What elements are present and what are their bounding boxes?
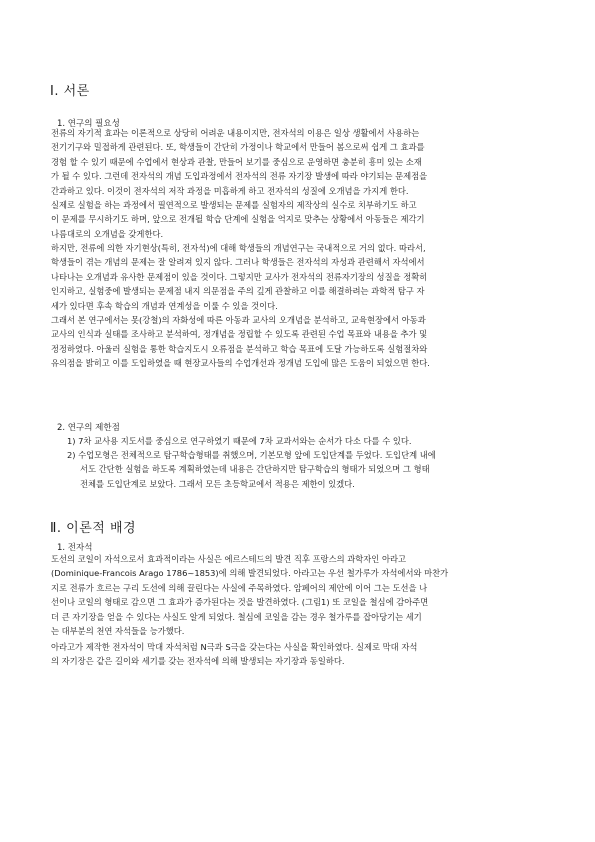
list-item: 1) 7차 교사용 지도서를 중심으로 연구하였기 때문에 7차 교과서와는 순서가 다소 다를 수 있다. [67, 436, 412, 446]
text-line: 도선의 코일이 자석으로서 효과적이라는 사실은 에르스테드의 발견 직후 프랑스의 과학자인 아라고 [51, 554, 406, 564]
subsection-heading-limitations: 2. 연구의 제한점 [57, 423, 120, 433]
text-line: 이 문제를 무시하기도 하며, 앞으로 전개될 학습 단계에 실험을 억지로 맞추는 상황에서 아동들은 제각기 [51, 214, 425, 225]
text-line: 지로 전류가 흐르는 구리 도선에 의해 끌린다는 사실에 주목하였다. 암페어의 제안에 이어 그는 도선을 나 [51, 582, 428, 593]
text-line: 는 대부분의 천연 자석들을 능가했다. [51, 626, 185, 637]
text-line: 선이나 코일의 형태로 감으면 그 효과가 증가된다는 것을 발견하였다. (그림1) 또 코일을 철심에 감아주면 [51, 597, 429, 608]
text-line: 유의점을 밝히고 이를 도입하였을 때 현장교사들의 수업개선과 정개념 도입에 많은 도움이 되었으면 한다. [51, 358, 430, 369]
paragraph-necessity-3 [51, 241, 548, 313]
section-title-theory: Ⅱ. 이론적 배경 [50, 521, 137, 536]
text-line: 나름대로의 오개념을 갖게한다. [51, 228, 164, 239]
limitation-item-1 [67, 434, 412, 448]
text-line: 세가 있다면 후속 학습의 개념과 연계성을 이룰 수 있을 것이다. [51, 300, 278, 311]
text-line: 경험 할 수 있기 때문에 수업에서 현상과 관찰, 만들어 보기를 중심으로 운영하면 충분히 흥미 있는 소재 [51, 156, 422, 167]
section-title-introduction: Ⅰ. 서론 [50, 84, 90, 99]
paragraph-necessity-1 [51, 126, 548, 198]
text-line: (Dominique-Francois Arago 1786~1853)에 의해 발견되었다. 아라고는 우선 철가루가 자석에서와 마찬가 [51, 568, 449, 579]
paragraph-necessity-2 [51, 198, 548, 241]
list-item-continuation: 서도 간단한 실험을 하도록 계획하였는데 내용은 간단하지만 탐구학습의 형태가 되었으며 그 형태 [80, 464, 430, 475]
text-line: 그래서 본 연구에서는 못(강철)의 자화성에 따른 아동과 교사의 오개념을 분석하고, 교육현장에서 아동과 [51, 315, 426, 325]
text-line: 의 자기장은 같은 길이와 세기를 갖는 전자석에 의해 발생되는 자기장과 동일하다. [51, 656, 345, 667]
text-line: 정정하였다. 아울러 실험을 통한 학습지도시 오류점을 분석하고 학습 목표에 도달 가능하도록 실험절차와 [51, 343, 428, 354]
limitation-item-2 [67, 448, 436, 491]
text-line: 하지만, 전류에 의한 자기현상(특히, 전자석)에 대해 학생들의 개념연구는 국내적으로 거의 없다. 따라서, [51, 243, 426, 253]
list-item: 2) 수업모형은 전체적으로 탐구학습형태를 취했으며, 기본모형 앞에 도입단계를 두었다. 도입단계 내에 [67, 450, 436, 460]
text-line: 더 큰 자기장을 얻을 수 있다는 사실도 알게 되었다. 철심에 코일을 감는 경우 철가루를 잡아당기는 세기 [51, 611, 422, 622]
subsection-heading-electromagnet: 1. 전자석 [57, 543, 93, 553]
text-line: 가 될 수 있다. 그런데 전자석의 개념 도입과정에서 전자석의 전류 자기장 발생에 따라 야기되는 문제점을 [51, 171, 428, 182]
text-line: 나타나는 오개념과 유사한 문제점이 있을 것이다. 그렇지만 교사가 전자석의 전류자기장의 성질을 정확히 [51, 271, 428, 282]
paragraph-electromagnet-2 [51, 640, 548, 669]
text-line: 실제로 실험을 하는 과정에서 필연적으로 발생되는 문제를 실험자의 제작상의 실수로 치부하기도 하고 [51, 200, 417, 210]
list-item-continuation: 전체를 도입단계로 보았다. 그래서 모든 초등학교에서 적용은 제한이 있겠다. [80, 478, 355, 489]
paragraph-electromagnet-1 [51, 552, 548, 638]
text-line: 교사의 인식과 실태를 조사하고 분석하여, 정개념을 정립할 수 있도록 관련된 수업 목표와 내용을 추가 및 [51, 329, 428, 340]
text-line: 인지하고, 실험중에 발생되는 문제점 내지 의문점을 주의 깊게 관찰하고 이를 해결하려는 과학적 탐구 자 [51, 286, 425, 297]
paragraph-necessity-4 [51, 313, 548, 371]
text-line: 전류의 자기적 효과는 이론적으로 상당히 어려운 내용이지만, 전자석의 이용은 일상 생활에서 사용하는 [51, 128, 420, 138]
text-line: 학생들이 겪는 개념의 문제는 잘 알려져 있지 않다. 그러나 학생들은 전자석의 자성과 관련해서 자석에서 [51, 257, 425, 268]
subsection-heading-necessity: 1. 연구의 필요성 [57, 119, 120, 129]
text-line: 간과하고 있다. 이것이 전자석의 저작 과정을 미흡하게 하고 전자석의 성질에 오개념을 가지게 한다. [51, 185, 409, 196]
text-line: 전기기구와 밀접하게 관련된다. 또, 학생들이 간단히 가정이나 학교에서 만들어 봄으로써 쉽게 그 효과를 [51, 142, 425, 153]
text-line: 아라고가 제작한 전자석이 막대 자석처럼 N극과 S극을 갖는다는 사실을 확인하였다. 실제로 막대 자석 [51, 642, 418, 652]
